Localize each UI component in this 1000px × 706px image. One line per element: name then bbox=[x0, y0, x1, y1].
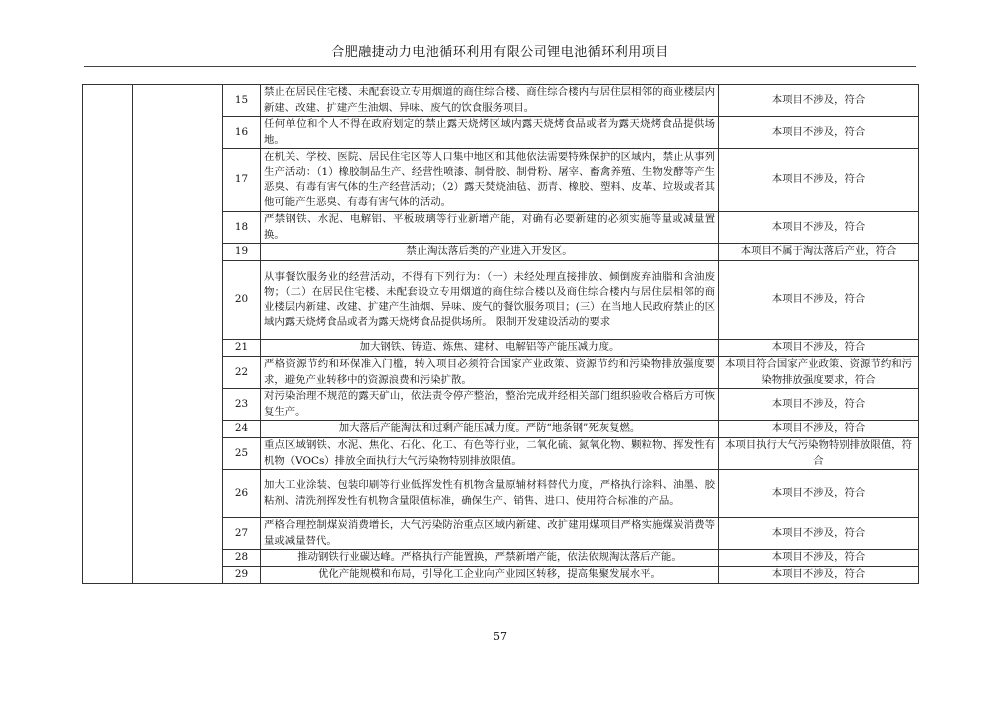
requirement-text: 加大落后产能淘汰和过剩产能压减力度。严防“地条钢”死灰复燃。 bbox=[261, 421, 719, 438]
row-number: 17 bbox=[223, 149, 261, 212]
compliance-result: 本项目不涉及，符合 bbox=[719, 470, 919, 518]
compliance-result: 本项目不涉及，符合 bbox=[719, 550, 919, 567]
compliance-result: 本项目不涉及，符合 bbox=[719, 261, 919, 340]
compliance-result: 本项目不涉及，符合 bbox=[719, 340, 919, 357]
row-number: 26 bbox=[223, 470, 261, 518]
compliance-result: 本项目不涉及，符合 bbox=[719, 567, 919, 584]
compliance-result: 本项目不涉及，符合 bbox=[719, 518, 919, 550]
page-header-title: 合肥融捷动力电池循环利用有限公司锂电池循环利用项目 bbox=[331, 45, 669, 60]
header-divider bbox=[84, 66, 916, 67]
category-cell bbox=[83, 85, 133, 584]
requirement-text: 任何单位和个人不得在政府划定的禁止露天烧烤区域内露天烧烤食品或者为露天烧烤食品提供场地。 bbox=[261, 117, 719, 149]
compliance-result: 本项目不涉及，符合 bbox=[719, 149, 919, 212]
row-number: 29 bbox=[223, 567, 261, 584]
requirement-text: 严格合理控制煤炭消费增长，大气污染防治重点区域内新建、改扩建用煤项目严格实施煤炭消费等量或减量替代。 bbox=[261, 518, 719, 550]
compliance-result: 本项目不属于淘汰落后产业，符合 bbox=[719, 244, 919, 261]
requirement-text: 加大钢铁、铸造、炼焦、建材、电解铝等产能压减力度。 bbox=[261, 340, 719, 357]
requirement-text: 重点区域钢铁、水泥、焦化、石化、化工、有色等行业，二氧化硫、氮氧化物、颗粒物、挥发性有机物（VOCs）排放全面执行大气污染物特别排放限值。 bbox=[261, 438, 719, 470]
row-number: 28 bbox=[223, 550, 261, 567]
row-number: 19 bbox=[223, 244, 261, 261]
row-number: 23 bbox=[223, 389, 261, 421]
row-number: 15 bbox=[223, 85, 261, 117]
requirement-text: 在机关、学校、医院、居民住宅区等人口集中地区和其他依法需要特殊保护的区域内，禁止从事列生产活动：（1）橡胶制品生产、经营性喷漆、制骨胶、制骨粉、屠宰、畜禽养殖、生物发酵等产生恶臭、有毒有害气体的生产经营活动；（2）露天焚烧油毡、沥青、橡胶、塑料、皮革、垃圾或者其他可能产生恶臭、有毒有害气体的活动。 bbox=[261, 149, 719, 212]
row-number: 25 bbox=[223, 438, 261, 470]
row-number: 21 bbox=[223, 340, 261, 357]
table-row bbox=[83, 85, 919, 117]
requirement-text: 从事餐饮服务业的经营活动，不得有下列行为：（一）未经处理直接排放、倾倒废弃油脂和含油废物；（二）在居民住宅楼、未配套设立专用烟道的商住综合楼以及商住综合楼内与居住层相邻的商业楼层内新建、改建、扩建产生油烟、异味、废气的餐饮服务项目；(三）在当地人民政府禁止的区域内露天烧烤食品或者为露天烧烤食品提供场所。 限制开发建设活动的要求 bbox=[261, 261, 719, 340]
requirement-text: 禁止淘汰落后类的产业进入开发区。 bbox=[261, 244, 719, 261]
compliance-result: 本项目不涉及，符合 bbox=[719, 389, 919, 421]
compliance-result: 本项目不涉及，符合 bbox=[719, 421, 919, 438]
page-number: 57 bbox=[493, 630, 507, 643]
compliance-result: 本项目不涉及，符合 bbox=[719, 117, 919, 149]
requirement-text: 严格资源节约和环保准入门槛，转入项目必须符合国家产业政策、资源节约和污染物排放强度要求，避免产业转移中的资源浪费和污染扩散。 bbox=[261, 357, 719, 389]
row-number: 27 bbox=[223, 518, 261, 550]
row-number: 16 bbox=[223, 117, 261, 149]
row-number: 20 bbox=[223, 261, 261, 340]
compliance-result: 本项目执行大气污染物特别排放限值，符合 bbox=[719, 438, 919, 470]
compliance-table bbox=[82, 84, 919, 584]
row-number: 18 bbox=[223, 212, 261, 244]
subcategory-cell bbox=[133, 85, 223, 584]
requirement-text: 推动钢铁行业碳达峰。严格执行产能置换，严禁新增产能，依法依规淘汰落后产能。 bbox=[261, 550, 719, 567]
requirement-text: 优化产能规模和布局，引导化工企业向产业园区转移，提高集聚发展水平。 bbox=[261, 567, 719, 584]
requirement-text: 严禁钢铁、水泥、电解铝、平板玻璃等行业新增产能，对确有必要新建的必须实施等量或减量置换。 bbox=[261, 212, 719, 244]
row-number: 24 bbox=[223, 421, 261, 438]
requirement-text: 对污染治理不规范的露天矿山，依法责令停产整治，整治完成并经相关部门组织验收合格后方可恢复生产。 bbox=[261, 389, 719, 421]
compliance-result: 本项目符合国家产业政策、资源节约和污染物排放强度要求，符合 bbox=[719, 357, 919, 389]
requirement-text: 禁止在居民住宅楼、未配套设立专用烟道的商住综合楼、商住综合楼内与居住层相邻的商业楼层内新建、改建、扩建产生油烟、异味、废气的饮食服务项目。 bbox=[261, 85, 719, 117]
compliance-result: 本项目不涉及，符合 bbox=[719, 85, 919, 117]
compliance-result: 本项目不涉及，符合 bbox=[719, 212, 919, 244]
requirement-text: 加大工业涂装、包装印刷等行业低挥发性有机物含量原辅材料替代力度，严格执行涂料、油墨、胶粘剂、清洗剂挥发性有机物含量限值标准，确保生产、销售、进口、使用符合标准的产品。 bbox=[261, 470, 719, 518]
row-number: 22 bbox=[223, 357, 261, 389]
